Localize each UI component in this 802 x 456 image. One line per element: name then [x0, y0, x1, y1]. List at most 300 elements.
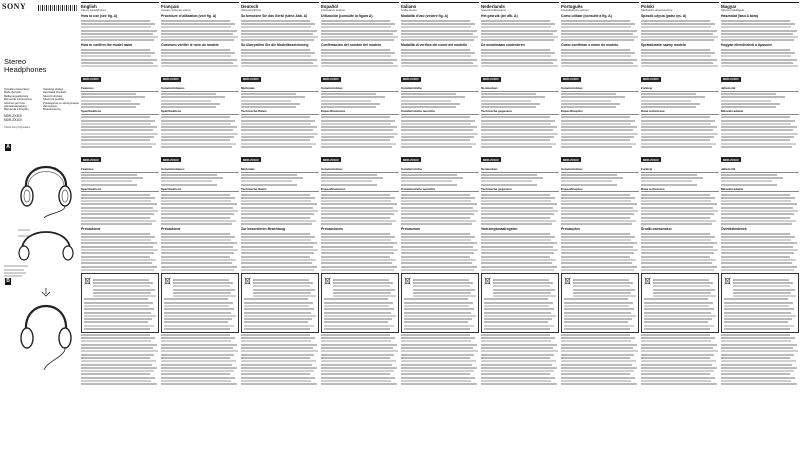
body-text-line: [241, 55, 311, 57]
body-text-line: [404, 318, 473, 320]
body-text-line: [401, 354, 474, 356]
language-entry: Manual de instrucciones: [4, 98, 32, 102]
cover-title: Stereo Headphones: [4, 57, 47, 74]
body-text-line: [81, 59, 157, 61]
body-text-line: [484, 312, 551, 314]
body-text-line: [321, 177, 383, 179]
section-heading: Modalità di verifica del nome del modello: [401, 43, 468, 48]
body-text-line: [644, 308, 715, 310]
body-text-line: [401, 380, 471, 382]
body-text-line: [721, 203, 797, 205]
body-text-line: [321, 30, 397, 32]
body-text-line: [481, 262, 552, 264]
body-text-line: [401, 136, 474, 138]
body-text-line: [241, 23, 315, 25]
body-text-line: [321, 103, 380, 105]
precautions-heading: Zur besonderen Beachtung: [241, 227, 286, 232]
disposal-notice: [161, 273, 239, 333]
body-text-line: [324, 302, 393, 304]
body-text-line: [721, 262, 792, 264]
body-text-line: [641, 367, 717, 369]
specifications-heading: Especificações: [561, 110, 639, 115]
body-text-line: [161, 126, 237, 128]
body-text-line: [241, 377, 315, 379]
body-text-line: [641, 256, 710, 258]
body-text-line: [161, 357, 230, 359]
body-text-line: [641, 217, 710, 219]
specifications-heading: Műszaki adatok: [721, 188, 799, 193]
body-text-line: [641, 120, 715, 122]
language-column: [561, 2, 639, 454]
body-text-line: [321, 246, 393, 248]
crossed-bin-icon: [724, 277, 731, 285]
body-text-line: [244, 312, 311, 314]
body-text-line: [721, 39, 794, 41]
body-text-line: [413, 279, 469, 281]
model-banner: MDR-ZX100: [243, 157, 259, 162]
body-text-line: [241, 194, 310, 196]
body-text-line: [161, 347, 233, 349]
body-text-line: [641, 52, 715, 54]
body-text-line: [321, 120, 395, 122]
body-text-line: [81, 242, 157, 244]
body-text-line: [241, 133, 318, 135]
body-text-line: [161, 33, 233, 35]
specifications-heading: Especificações: [561, 188, 639, 193]
body-text-line: [484, 305, 550, 307]
body-text-line: [164, 318, 233, 320]
body-text-line: [241, 337, 315, 339]
body-text-line: [321, 126, 397, 128]
body-text-line: [333, 289, 395, 291]
language-heading: Español: [321, 2, 399, 9]
body-text-line: [641, 103, 700, 105]
body-text-line: [241, 30, 317, 32]
body-text-line: [401, 30, 477, 32]
body-text-line: [561, 203, 637, 205]
body-text-line: [161, 123, 231, 125]
body-text-line: [721, 252, 794, 254]
body-text-line: [561, 52, 635, 54]
disposal-text: [93, 277, 157, 297]
body-text-line: [161, 65, 238, 67]
body-text-line: [241, 126, 317, 128]
body-text-line: [561, 233, 630, 235]
body-text-line: [561, 373, 630, 375]
model-banner: MDR-ZX300: [83, 77, 99, 82]
body-text-line: [561, 55, 631, 57]
language-column: [641, 2, 719, 454]
body-text-line: [733, 292, 792, 294]
body-text-line: [481, 197, 555, 199]
body-text-line: [81, 337, 155, 339]
body-text-line: [721, 100, 771, 102]
body-text-line: [81, 262, 152, 264]
body-text-line: [321, 23, 395, 25]
body-text-line: [721, 180, 772, 182]
body-text-line: [561, 213, 634, 215]
body-text-line: [244, 321, 309, 323]
body-text-line: [81, 220, 156, 222]
body-text-line: [401, 103, 460, 105]
body-text-line: [641, 194, 710, 196]
body-text-line: [561, 200, 631, 202]
body-text-line: [481, 180, 532, 182]
body-text-line: [321, 269, 394, 271]
body-text-line: [401, 36, 478, 38]
body-text-line: [164, 302, 233, 304]
body-text-line: [721, 177, 783, 179]
section-heading: How to use (see fig. A): [81, 14, 118, 19]
body-text-line: [644, 302, 713, 304]
body-text-line: [253, 289, 315, 291]
language-heading: Nederlands: [481, 2, 559, 9]
body-text-line: [641, 96, 705, 98]
body-text-line: [561, 20, 630, 22]
body-text-line: [481, 55, 551, 57]
body-text-line: [481, 120, 555, 122]
body-text-line: [724, 318, 793, 320]
weee-row: [644, 277, 717, 297]
body-text-line: [641, 220, 716, 222]
body-text-line: [321, 337, 395, 339]
body-text-line: [321, 383, 397, 385]
body-text-line: [641, 239, 711, 241]
body-text-line: [733, 279, 789, 281]
body-text-line: [724, 302, 793, 304]
body-text-line: [333, 292, 392, 294]
specifications-heading: Technische Daten: [241, 188, 319, 193]
body-text-line: [721, 103, 780, 105]
body-text-line: [241, 256, 310, 258]
body-text-line: [481, 344, 557, 346]
body-text-line: [241, 340, 311, 342]
body-text-line: [561, 269, 634, 271]
body-text-line: [241, 197, 315, 199]
body-text-line: [481, 133, 558, 135]
body-text-line: [721, 93, 776, 95]
body-text-line: [93, 279, 149, 281]
body-text-line: [244, 298, 308, 300]
body-text-line: [401, 220, 476, 222]
body-text-line: [161, 116, 230, 118]
section-heading: Sposób użycia (patrz rys. A): [641, 14, 687, 19]
body-text-line: [241, 354, 314, 356]
features-heading: Características: [321, 168, 399, 173]
specifications-heading: Caratteristiche tecniche: [401, 110, 479, 115]
body-text-line: [81, 116, 150, 118]
body-text-line: [321, 93, 376, 95]
body-text-line: [93, 285, 151, 287]
body-text-line: [653, 289, 715, 291]
body-text-line: [413, 289, 475, 291]
body-text-line: [81, 62, 153, 64]
language-heading: Português: [561, 2, 639, 9]
body-text-line: [401, 347, 473, 349]
body-text-line: [241, 370, 314, 372]
body-text-line: [481, 217, 550, 219]
body-text-line: [161, 354, 234, 356]
body-text-line: [641, 39, 714, 41]
body-text-line: [561, 207, 633, 209]
headphone-detail-illustration: [16, 220, 76, 262]
body-text-line: [241, 116, 310, 118]
body-text-line: [244, 305, 310, 307]
body-text-line: [481, 139, 550, 141]
model-name: MDR-ZX300: [4, 114, 22, 118]
body-text-line: [413, 295, 476, 297]
body-text-line: [241, 180, 292, 182]
body-text-line: [81, 360, 156, 362]
body-text-line: [721, 340, 791, 342]
body-text-line: [641, 33, 713, 35]
body-text-line: [81, 347, 153, 349]
body-text-line: [161, 246, 233, 248]
model-banner: MDR-ZX300: [243, 77, 259, 82]
body-text-line: [241, 146, 312, 148]
body-text-line: [161, 207, 233, 209]
section-heading: So überprüfen Sie die Modellbezeichnung: [241, 43, 309, 48]
body-text-line: [321, 210, 398, 212]
body-text-line: [481, 236, 555, 238]
body-text-line: [721, 59, 797, 61]
precautions-heading: Voorzorgsmaatregelen: [481, 227, 518, 232]
body-text-line: [241, 347, 313, 349]
body-text-line: [561, 174, 617, 176]
body-text-line: [321, 233, 390, 235]
body-text-line: [161, 136, 234, 138]
body-text-line: [401, 65, 478, 67]
body-text-line: [561, 136, 634, 138]
body-text-line: [721, 65, 798, 67]
section-heading: Utilización (consulte la figura A): [321, 14, 373, 19]
body-text-line: [573, 279, 629, 281]
body-text-line: [561, 194, 630, 196]
body-text-line: [561, 239, 631, 241]
body-text-line: [561, 129, 633, 131]
body-text-line: [561, 126, 637, 128]
body-text-line: [481, 39, 554, 41]
body-text-line: [561, 184, 617, 186]
body-text-line: [321, 249, 398, 251]
body-text-line: [561, 337, 635, 339]
body-text-line: [493, 295, 556, 297]
body-text-line: [404, 325, 474, 327]
body-text-line: [641, 133, 718, 135]
body-text-line: [241, 213, 314, 215]
body-text-line: [173, 289, 235, 291]
model-banner: MDR-ZX100: [723, 157, 739, 162]
specifications-heading: Especificaciones: [321, 188, 399, 193]
body-text-line: [481, 26, 551, 28]
body-text-line: [81, 129, 153, 131]
body-text-line: [241, 106, 296, 108]
body-text-line: [721, 249, 798, 251]
body-text-line: [321, 207, 393, 209]
body-text-line: [161, 383, 237, 385]
body-text-line: [321, 242, 397, 244]
features-heading: Características: [561, 168, 639, 173]
body-text-line: [161, 100, 211, 102]
body-text-line: [161, 367, 237, 369]
body-text-line: [561, 26, 631, 28]
body-text-line: [324, 328, 390, 330]
precautions-heading: Środki ostrożności: [641, 227, 672, 232]
body-text-line: [161, 262, 232, 264]
body-text-line: [721, 236, 795, 238]
body-text-line: [164, 315, 236, 317]
product-subtitle: Auscultadores estéreo: [561, 8, 589, 12]
body-text-line: [721, 337, 795, 339]
body-text-line: [244, 325, 314, 327]
body-text-line: [173, 292, 232, 294]
body-text-line: [81, 30, 157, 32]
crossed-bin-icon: [484, 277, 491, 285]
body-text-line: [564, 298, 628, 300]
body-text-line: [241, 143, 316, 145]
section-heading: Comment vérifier le nom du modèle: [161, 43, 219, 48]
body-text-line: [241, 364, 312, 366]
language-heading: Magyar: [721, 2, 799, 9]
body-text-line: [721, 120, 795, 122]
body-text-line: [84, 312, 151, 314]
body-text-line: [404, 305, 470, 307]
body-text-line: [561, 139, 630, 141]
body-text-line: [161, 30, 237, 32]
body-text-line: [81, 217, 150, 219]
body-text-line: [241, 383, 317, 385]
model-banner: MDR-ZX100: [163, 157, 179, 162]
features-heading: Caratteristiche: [401, 87, 479, 92]
body-text-line: [401, 52, 475, 54]
body-text-line: [81, 52, 155, 54]
figure-label-b: B: [6, 278, 10, 284]
body-text-line: [481, 52, 555, 54]
specifications-heading: Technische gegevens: [481, 110, 559, 115]
body-text-line: [161, 146, 232, 148]
body-text-line: [564, 305, 630, 307]
body-text-line: [81, 340, 151, 342]
body-text-line: [561, 197, 635, 199]
body-text-line: [161, 120, 235, 122]
body-text-line: [481, 259, 556, 261]
specifications-heading: Especificaciones: [321, 110, 399, 115]
body-text-line: [81, 103, 140, 105]
specifications-heading: Specifications: [81, 110, 159, 115]
body-text-line: [164, 321, 229, 323]
body-text-line: [161, 210, 238, 212]
body-text-line: [81, 100, 131, 102]
body-text-line: [561, 59, 637, 61]
body-text-line: [321, 256, 390, 258]
body-text-line: [401, 259, 476, 261]
section-heading: Confirmación del nombre del modelo: [321, 43, 381, 48]
body-text-line: [161, 364, 232, 366]
body-text-line: [241, 360, 316, 362]
body-text-line: [561, 377, 635, 379]
body-text-line: [721, 383, 797, 385]
body-text-line: [404, 321, 469, 323]
body-text-line: [481, 20, 550, 22]
body-text-line: [401, 184, 457, 186]
body-text-line: [241, 239, 311, 241]
body-text-line: [481, 184, 537, 186]
body-text-line: [321, 180, 372, 182]
body-text-line: [321, 360, 396, 362]
section-heading: Hogyan ellenőrizheti a típusnév: [721, 43, 772, 48]
body-text-line: [653, 285, 711, 287]
body-text-line: [401, 180, 452, 182]
body-text-line: [481, 249, 558, 251]
body-text-line: [161, 139, 230, 141]
specifications-heading: Specifications: [81, 188, 159, 193]
features-heading: Features: [81, 168, 159, 173]
body-text-line: [641, 20, 710, 22]
body-text-line: [653, 282, 714, 284]
disposal-text: [733, 277, 797, 297]
body-text-line: [93, 289, 155, 291]
body-text-line: [721, 106, 776, 108]
crossed-bin-icon: [644, 277, 651, 285]
body-text-line: [641, 116, 710, 118]
body-text-line: [84, 325, 154, 327]
body-text-line: [481, 380, 551, 382]
body-text-line: [481, 194, 550, 196]
body-text-line: [644, 328, 710, 330]
body-text-line: [481, 36, 558, 38]
body-text-line: [173, 295, 236, 297]
body-text-line: [641, 242, 717, 244]
body-text-line: [81, 106, 136, 108]
body-text-line: [321, 354, 394, 356]
body-text-line: [493, 279, 549, 281]
body-text-line: [401, 223, 472, 225]
body-text-line: [321, 367, 397, 369]
crossed-bin-icon: [324, 277, 331, 285]
body-text-line: [241, 33, 313, 35]
product-subtitle: Cuffie stereo: [401, 8, 417, 12]
body-text-line: [721, 360, 796, 362]
body-text-line: [241, 100, 291, 102]
product-subtitle: Stereohoofdtelefoon: [481, 8, 507, 12]
body-text-line: [321, 194, 390, 196]
body-text-line: [321, 26, 391, 28]
body-text-line: [241, 210, 318, 212]
body-text-line: [484, 315, 556, 317]
body-text-line: [81, 55, 151, 57]
body-text-line: [481, 23, 555, 25]
body-text-line: [321, 334, 390, 336]
body-text-line: [93, 295, 156, 297]
body-text-line: [721, 364, 792, 366]
body-text-line: [401, 249, 478, 251]
body-text-line: [161, 337, 235, 339]
body-text-line: [161, 259, 236, 261]
model-banner: MDR-ZX100: [83, 157, 99, 162]
body-text-line: [321, 217, 390, 219]
body-text-line: [721, 96, 785, 98]
body-text-line: [481, 252, 554, 254]
body-text-line: [321, 340, 391, 342]
body-text-line: [321, 259, 396, 261]
body-text-line: [161, 36, 238, 38]
body-text-line: [724, 328, 790, 330]
model-banner: MDR-ZX300: [483, 77, 499, 82]
body-text-line: [561, 120, 635, 122]
body-text-line: [724, 308, 795, 310]
body-text-line: [481, 213, 554, 215]
body-text-line: [241, 259, 316, 261]
